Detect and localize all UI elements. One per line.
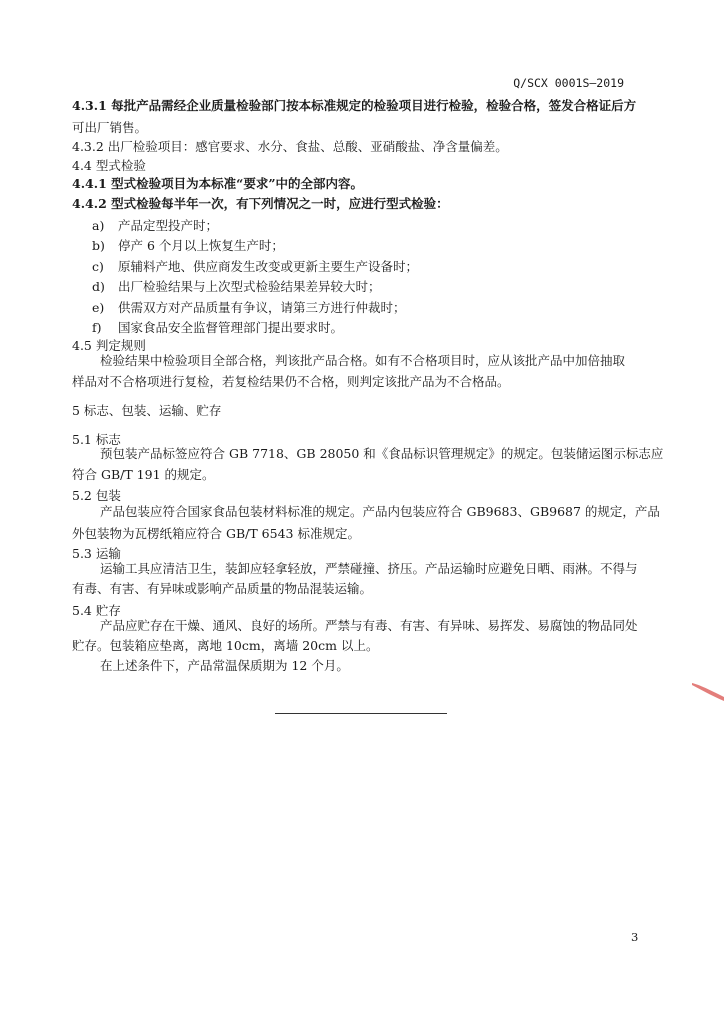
clause-4-4-2: 4.4.2 型式检验每半年一次，有下列情况之一时，应进行型式检验：: [72, 196, 449, 211]
document-code: Q/SCX 0001S—2019: [513, 76, 624, 90]
list-item-d: 出厂检验结果与上次型式检验结果差异较大时；: [118, 279, 381, 294]
clause-4-3-2: 4.3.2 出厂检验项目：感官要求、水分、食盐、总酸、亚硝酸盐、净含量偏差。: [72, 139, 508, 154]
heading-5-1: 5.1 标志: [72, 432, 121, 447]
storage-line3: 在上述条件下，产品常温保质期为 12 个月。: [100, 658, 349, 673]
list-item-a: 产品定型投产时；: [118, 218, 219, 233]
heading-4-4: 4.4 型式检验: [72, 158, 146, 173]
clause-4-3-1-line1: 4.3.1 每批产品需经企业质量检验部门按本标准规定的检验项目进行检验，检验合格，签发合格证后方: [72, 98, 637, 113]
judgement-rule-line1: 检验结果中检验项目全部合格，判该批产品合格。如有不合格项目时，应从该批产品中加倍抽取: [100, 353, 626, 368]
storage-line1: 产品应贮存在干燥、通风、良好的场所。严禁与有毒、有害、有异味、易挥发、易腐蚀的物品同处: [100, 618, 638, 633]
marking-line2: 符合 GB/T 191 的规定。: [72, 467, 215, 482]
transport-line1: 运输工具应清洁卫生，装卸应轻拿轻放，严禁碰撞、挤压。产品运输时应避免日晒、雨淋。不得与: [100, 561, 638, 576]
list-item-e: 供需双方对产品质量有争议，请第三方进行仲裁时；: [118, 300, 406, 315]
list-item-d-marker: d): [92, 279, 105, 294]
judgement-rule-line2: 样品对不合格项进行复检，若复检结果仍不合格，则判定该批产品为不合格品。: [72, 374, 510, 389]
packaging-line2: 外包装物为瓦楞纸箱应符合 GB/T 6543 标准规定。: [72, 526, 360, 541]
heading-5-3: 5.3 运输: [72, 546, 121, 561]
clause-4-3-1-line2: 可出厂销售。: [72, 120, 148, 135]
seal-edge-mark: [690, 677, 724, 703]
list-item-b: 停产 6 个月以上恢复生产时；: [118, 238, 284, 253]
heading-5-4: 5.4 贮存: [72, 603, 121, 618]
heading-4-5: 4.5 判定规则: [72, 338, 146, 353]
transport-line2: 有毒、有害、有异味或影响产品质量的物品混装运输。: [72, 581, 373, 596]
list-item-c: 原辅料产地、供应商发生改变或更新主要生产设备时；: [118, 259, 419, 274]
list-item-c-marker: c): [92, 259, 104, 274]
packaging-line1: 产品包装应符合国家食品包装材料标准的规定。产品内包装应符合 GB9683、GB9687 的规定，产品: [100, 504, 660, 519]
storage-line2: 贮存。包装箱应垫离，离地 10cm，离墙 20cm 以上。: [72, 638, 379, 653]
page-number: 3: [631, 930, 639, 944]
end-rule: [275, 713, 447, 714]
clause-4-4-1: 4.4.1 型式检验项目为本标准“要求”中的全部内容。: [72, 176, 364, 191]
list-item-f: 国家食品安全监督管理部门提出要求时。: [118, 320, 344, 335]
list-item-a-marker: a): [92, 218, 105, 233]
list-item-b-marker: b): [92, 238, 105, 253]
list-item-f-marker: f): [92, 320, 102, 335]
heading-section-5: 5 标志、包装、运输、贮存: [72, 403, 222, 418]
marking-line1: 预包装产品标签应符合 GB 7718、GB 28050 和《食品标识管理规定》的规定。包装储运图示标志应: [100, 446, 664, 461]
heading-5-2: 5.2 包装: [72, 488, 121, 503]
list-item-e-marker: e): [92, 300, 105, 315]
